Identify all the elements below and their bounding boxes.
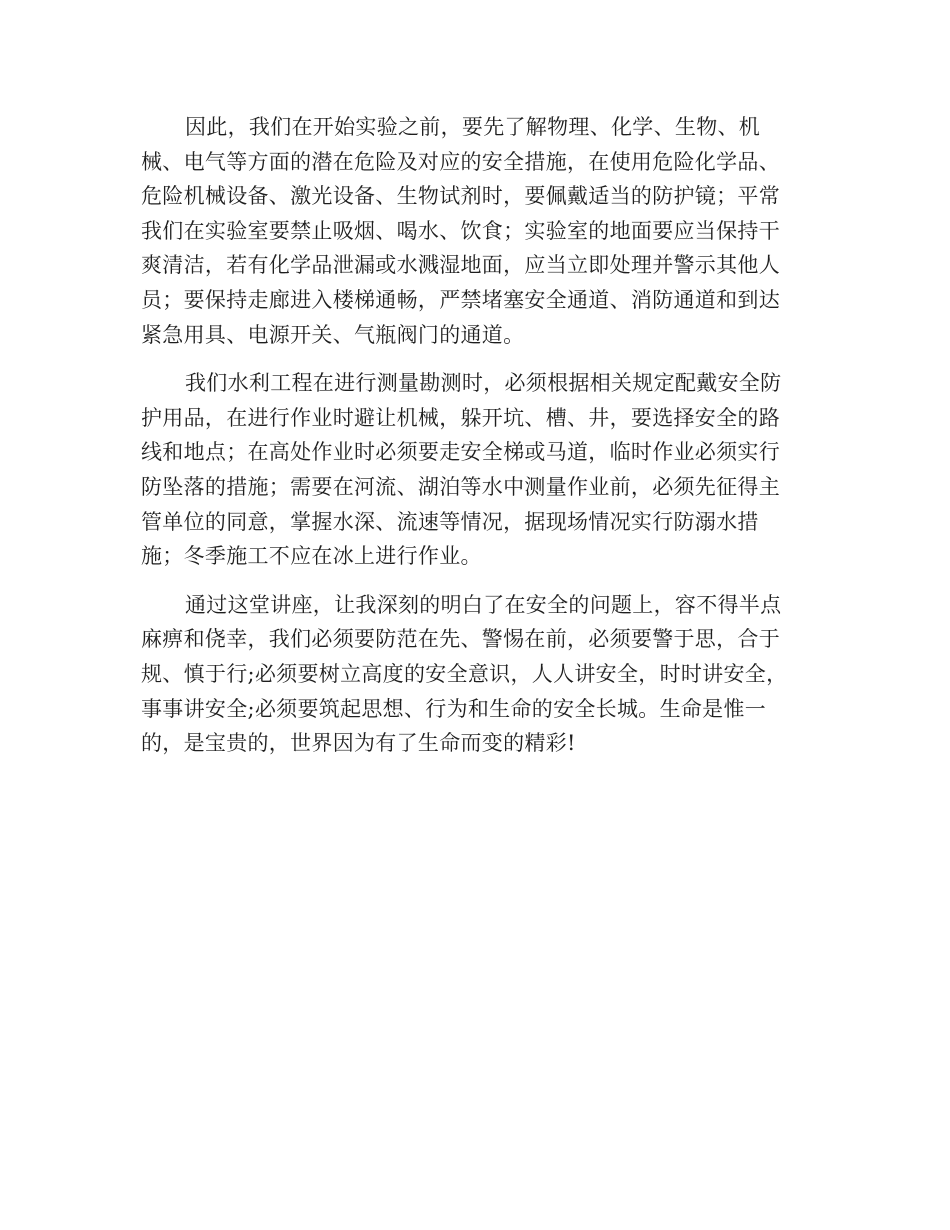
- text-line: 的，是宝贵的，世界因为有了生命而变的精彩!: [141, 731, 576, 756]
- text-line: 员；要保持走廊进入楼梯通畅，严禁堵塞安全通道、消防通道和到达: [141, 287, 780, 312]
- paragraph-lab-safety: [141, 110, 803, 352]
- text-line: 危险机械设备、激光设备、生物试剂时，要佩戴适当的防护镜；平常: [141, 184, 780, 209]
- text-line: 我们水利工程在进行测量勘测时，必须根据相关规定配戴安全防: [185, 371, 782, 396]
- text-line: 防坠落的措施；需要在河流、湖泊等水中测量作业前，必须先征得主: [141, 474, 780, 499]
- text-line: 通过这堂讲座，让我深刻的明白了在安全的问题上，容不得半点: [185, 592, 782, 617]
- text-line: 事事讲安全;必须要筑起思想、行为和生命的安全长城。生命是惟一: [141, 696, 767, 721]
- text-line: 管单位的同意，掌握水深、流速等情况，据现场情况实行防溺水措: [141, 509, 759, 534]
- text-line: 施；冬季施工不应在冰上进行作业。: [141, 544, 482, 569]
- text-line: 紧急用具、电源开关、气瓶阀门的通道。: [141, 322, 525, 347]
- paragraph-conclusion: [141, 588, 803, 761]
- text-line: 麻痹和侥幸，我们必须要防范在先、警惕在前，必须要警于思，合于: [141, 627, 780, 652]
- text-line: 我们在实验室要禁止吸烟、喝水、饮食；实验室的地面要应当保持干: [141, 218, 780, 243]
- text-line: 护用品，在进行作业时避让机械，躲开坑、槽、井，要选择安全的路: [141, 405, 780, 430]
- text-line: 因此，我们在开始实验之前，要先了解物理、化学、生物、机: [185, 115, 761, 139]
- text-line: 械、电气等方面的潜在危险及对应的安全措施，在使用危险化学品、: [141, 149, 780, 174]
- text-line: 爽清洁，若有化学品泄漏或水溅湿地面，应当立即处理并警示其他人: [141, 253, 780, 278]
- text-line: 规、慎于行;必须要树立高度的安全意识，人人讲安全，时时讲安全，: [141, 661, 788, 686]
- document-body: [141, 110, 803, 775]
- paragraph-surveying-safety: [141, 366, 803, 574]
- text-line: 线和地点；在高处作业时必须要走安全梯或马道，临时作业必须实行: [141, 440, 780, 465]
